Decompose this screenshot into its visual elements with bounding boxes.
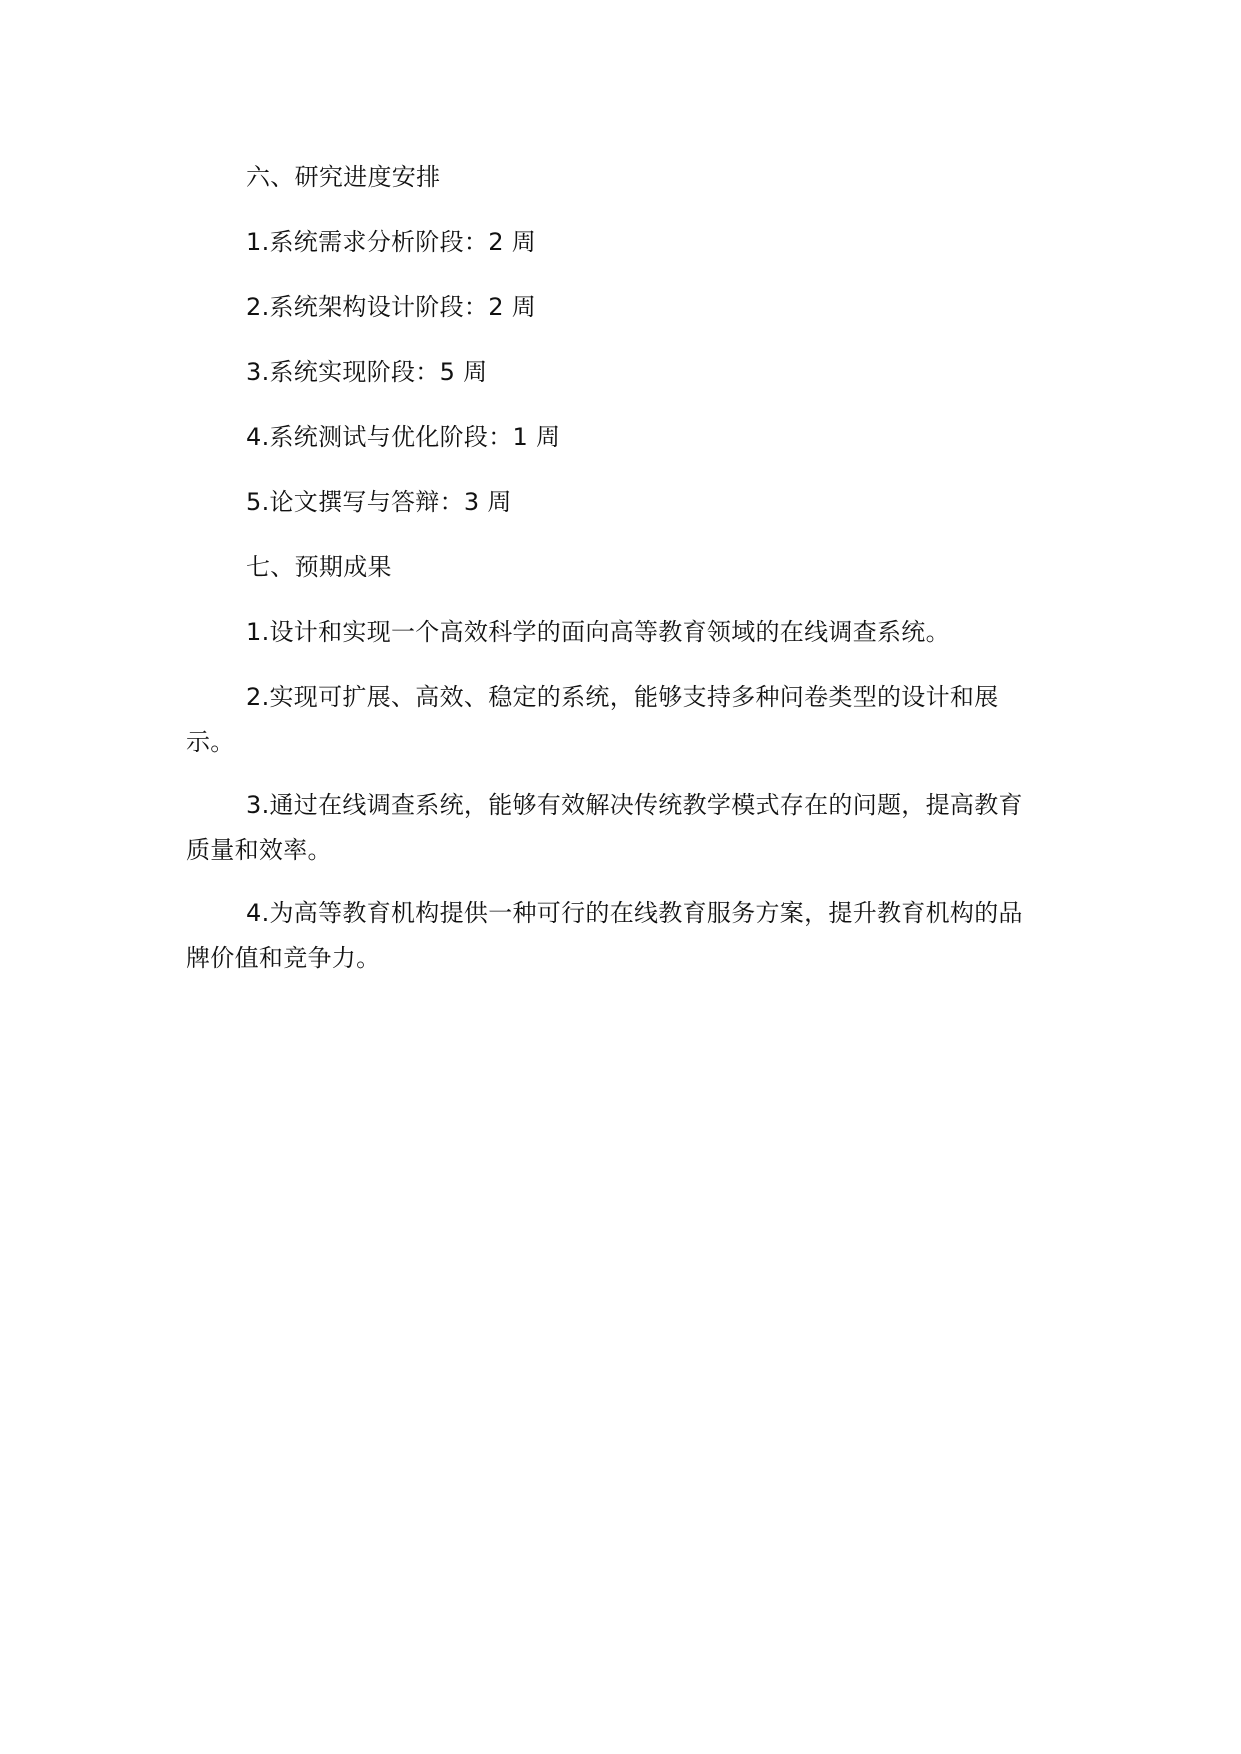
outcome-item: 3.通过在线调查系统，能够有效解决传统教学模式存在的问题，提高教育质量和效率。	[186, 791, 1023, 864]
schedule-item: 4.系统测试与优化阶段：1 周	[246, 423, 561, 451]
schedule-item: 3.系统实现阶段：5 周	[246, 358, 488, 386]
schedule-item: 5.论文撰写与答辩：3 周	[246, 488, 512, 516]
outcome-item: 4.为高等教育机构提供一种可行的在线教育服务方案，提升教育机构的品牌价值和竞争力。	[186, 899, 1023, 972]
schedule-item: 1.系统需求分析阶段：2 周	[246, 228, 536, 256]
document-body	[186, 155, 1031, 999]
schedule-item: 2.系统架构设计阶段：2 周	[246, 293, 536, 321]
section-heading-schedule: 六、研究进度安排	[246, 163, 441, 191]
outcome-item: 1.设计和实现一个高效科学的面向高等教育领域的在线调查系统。	[246, 618, 950, 646]
outcome-item: 2.实现可扩展、高效、稳定的系统，能够支持多种问卷类型的设计和展示。	[186, 683, 999, 756]
section-heading-outcomes: 七、预期成果	[246, 553, 392, 581]
